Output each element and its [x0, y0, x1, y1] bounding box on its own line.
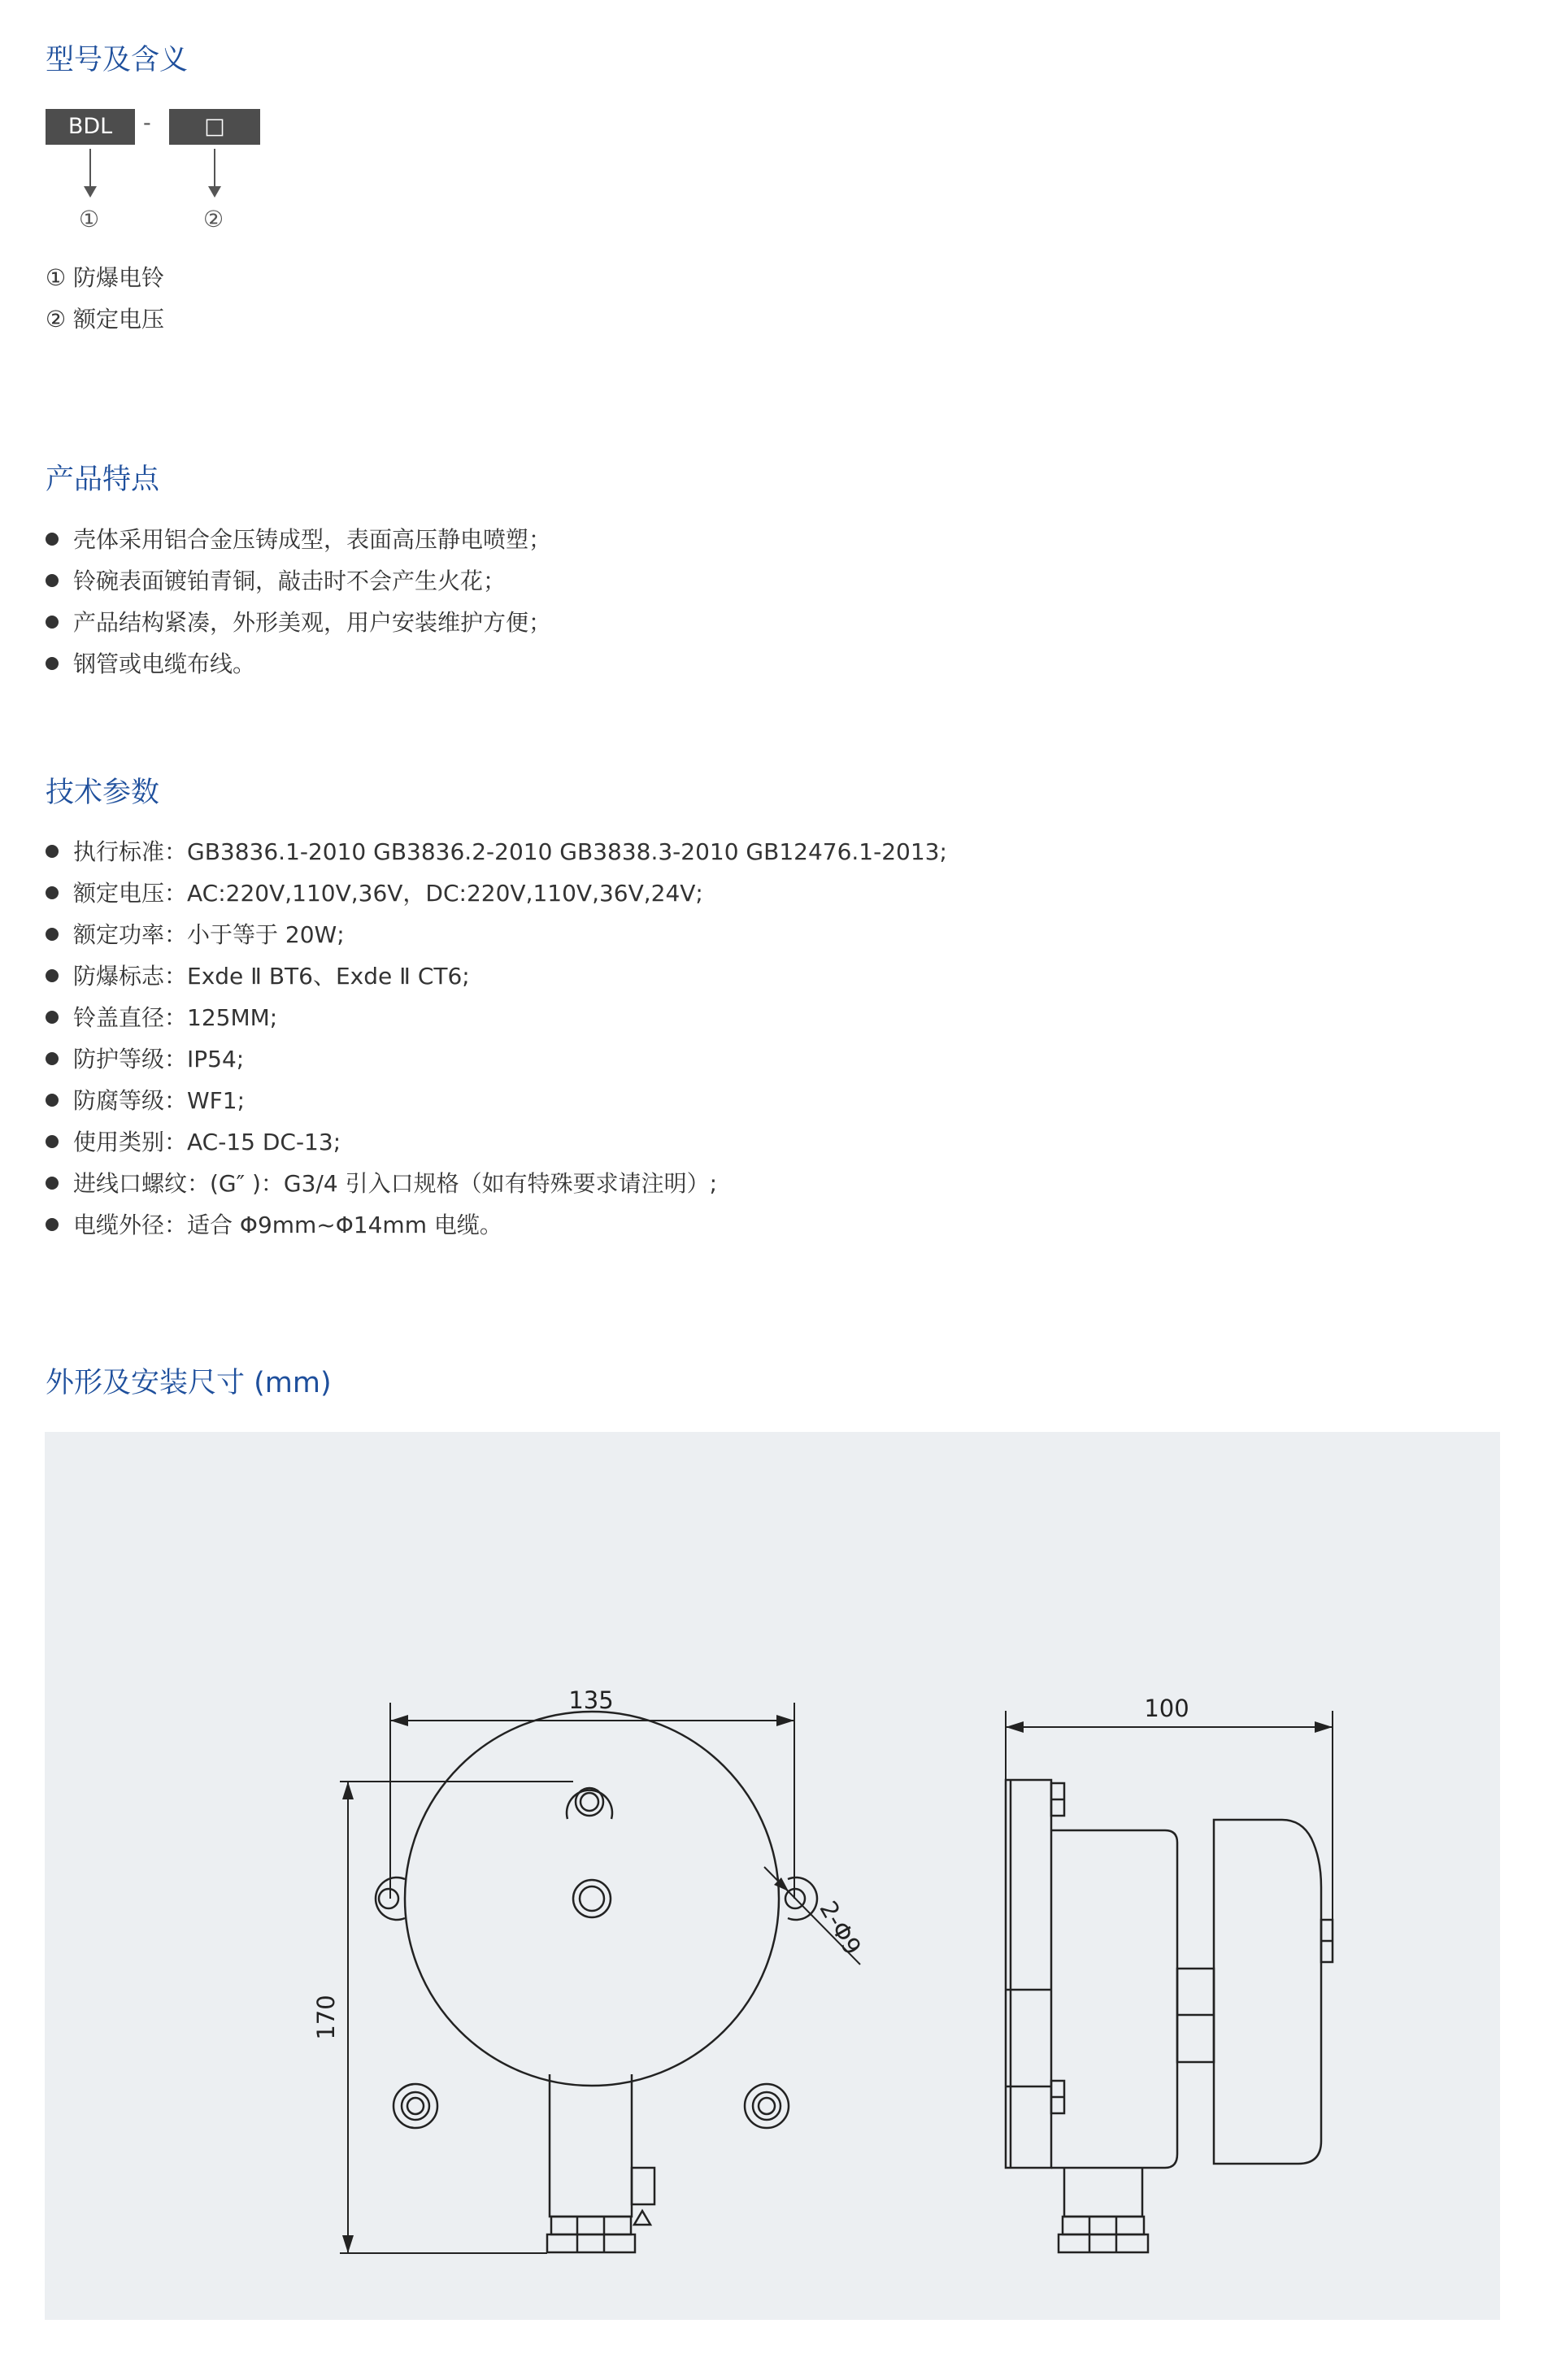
specs-list-item: 额定电压：AC:220V,110V,36V，DC:220V,110V,36V,24V; — [46, 872, 947, 914]
specs-section-title: 技术参数 — [46, 777, 160, 809]
model-legend-item: ① 防爆电铃 — [46, 264, 165, 291]
mounting-lug-bottom-right — [745, 2084, 789, 2128]
side-body-housing — [1051, 1830, 1177, 2168]
front-height-label: 170 — [312, 1995, 340, 2040]
features-list-item: 产品结构紧凑，外形美观，用户安装维护方便； — [46, 602, 551, 643]
bell-housing-outline — [405, 1712, 779, 2086]
model-code-separator: - — [143, 111, 151, 136]
specs-list-item: 使用类别：AC-15 DC-13; — [46, 1121, 947, 1163]
features-section-title: 产品特点 — [46, 463, 160, 496]
hole-spec-label: 2-Φ9 — [814, 1896, 867, 1960]
model-marker-1: ① — [79, 206, 100, 233]
specs-list-item: 铃盖直径：125MM; — [46, 997, 947, 1038]
model-arrow-2 — [214, 149, 215, 196]
front-width-label: 135 — [568, 1686, 614, 1714]
features-list-item: 壳体采用铝合金压铸成型，表面高压静电喷塑； — [46, 519, 551, 560]
front-view — [340, 1703, 860, 2253]
model-code-placeholder: □ — [169, 109, 260, 145]
model-code-prefix: BDL — [46, 109, 135, 145]
features-list-item: 钢管或电缆布线。 — [46, 643, 551, 685]
dimension-drawing-panel — [45, 1432, 1500, 2320]
specs-list-item: 防爆标志：Exde Ⅱ BT6、Exde Ⅱ CT6; — [46, 955, 947, 997]
features-list-item: 铃碗表面镀铂青铜，敲击时不会产生火花； — [46, 560, 551, 602]
specs-list-item: 进线口螺纹：(G″ )：G3/4 引入口规格（如有特殊要求请注明）; — [46, 1163, 947, 1204]
side-depth-label: 100 — [1144, 1695, 1189, 1722]
side-bolt-bottom — [1051, 2081, 1064, 2113]
side-mounting-plate — [1006, 1780, 1051, 2168]
cable-gland — [547, 2074, 635, 2252]
mounting-lug-right — [785, 1877, 817, 1920]
mounting-lug-bottom-left — [394, 2084, 437, 2128]
features-list — [46, 519, 551, 685]
model-marker-2: ② — [203, 206, 224, 233]
side-cable-gland — [1059, 2168, 1148, 2252]
specs-list — [46, 831, 947, 1246]
specs-list-item: 额定功率：小于等于 20W; — [46, 914, 947, 955]
specs-list-item: 执行标准：GB3836.1-2010 GB3836.2-2010 GB3838.3-2010 GB12476.1-2013; — [46, 831, 947, 872]
front-height-dimension — [340, 1782, 573, 2253]
specs-list-item: 电缆外径：适合 Φ9mm~Φ14mm 电缆。 — [46, 1204, 947, 1246]
dimension-drawing — [45, 1432, 1500, 2320]
ground-screw — [632, 2168, 654, 2225]
model-section-title: 型号及含义 — [46, 44, 189, 76]
side-bell-cover — [1214, 1820, 1321, 2164]
front-width-dimension — [390, 1703, 794, 1899]
model-legend-item: ② 额定电压 — [46, 306, 165, 333]
dimensions-section-title: 外形及安装尺寸 (mm) — [46, 1367, 332, 1399]
specs-list-item: 防护等级：IP54; — [46, 1038, 947, 1080]
side-bolt-top — [1051, 1783, 1064, 1816]
specs-list-item: 防腐等级：WF1; — [46, 1080, 947, 1121]
side-view — [1006, 1711, 1333, 2252]
mounting-lug-top — [567, 1788, 612, 1819]
model-arrow-1 — [89, 149, 91, 196]
